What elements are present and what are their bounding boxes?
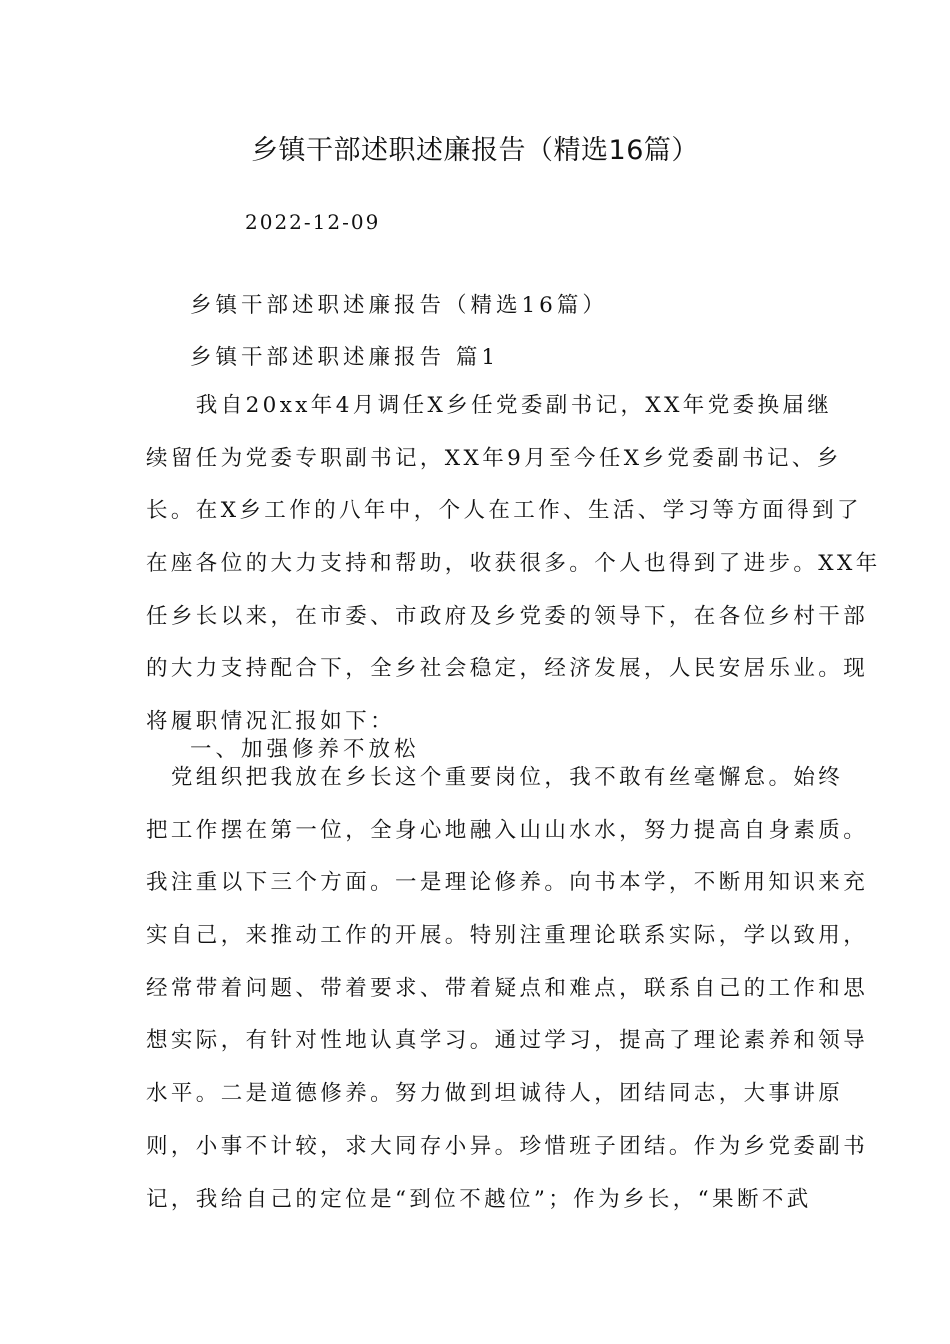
paragraph-line: 把工作摆在第一位，全身心地融入山山水水，努力提高自身素质。 — [146, 817, 869, 843]
paragraph-line: 则，小事不计较，求大同存小异。珍惜班子团结。作为乡党委副书 — [146, 1133, 869, 1159]
paragraph-line: 的大力支持配合下，全乡社会稳定，经济发展，人民安居乐业。现 — [146, 656, 869, 682]
paragraph-line: 任乡长以来，在市委、市政府及乡党委的领导下，在各位乡村干部 — [146, 603, 869, 629]
paragraph-line: 在座各位的大力支持和帮助，收获很多。个人也得到了进步。XX年 — [146, 551, 881, 577]
document-date: 2022-12-09 — [245, 210, 381, 234]
section-heading: 一、加强修养不放松 — [190, 737, 420, 762]
paragraph-line: 续留任为党委专职副书记，XX年9月至今任X乡党委副书记、乡 — [146, 445, 842, 471]
paragraph-line: 长。在X乡工作的八年中，个人在工作、生活、学习等方面得到了 — [146, 498, 862, 524]
paragraph-line: 实自己，来推动工作的开展。特别注重理论联系实际，学以致用， — [146, 923, 869, 949]
document-subtitle: 乡镇干部述职述廉报告（精选16篇） — [190, 293, 608, 318]
paragraph-line: 将履职情况汇报如下： — [146, 709, 396, 735]
paragraph-line: 水平。二是道德修养。努力做到坦诚待人，团结同志，大事讲原 — [146, 1081, 844, 1107]
paragraph-2 — [146, 752, 869, 1226]
part-heading: 乡镇干部述职述廉报告 篇1 — [190, 345, 500, 370]
paragraph-line: 记，我给自己的定位是“到位不越位”；作为乡长，“果断不武 — [146, 1186, 812, 1212]
paragraph-1 — [146, 380, 881, 749]
paragraph-line: 经常带着问题、带着要求、带着疑点和难点，联系自己的工作和思 — [146, 975, 869, 1001]
paragraph-line: 我自20xx年4月调任X乡任党委副书记，XX年党委换届继 — [146, 393, 833, 418]
document-title: 乡镇干部述职述廉报告（精选16篇） — [251, 135, 699, 166]
paragraph-line: 党组织把我放在乡长这个重要岗位，我不敢有丝毫懈怠。始终 — [146, 765, 844, 790]
paragraph-line: 我注重以下三个方面。一是理论修养。向书本学，不断用知识来充 — [146, 870, 869, 896]
paragraph-line: 想实际，有针对性地认真学习。通过学习，提高了理论素养和领导 — [146, 1028, 869, 1054]
